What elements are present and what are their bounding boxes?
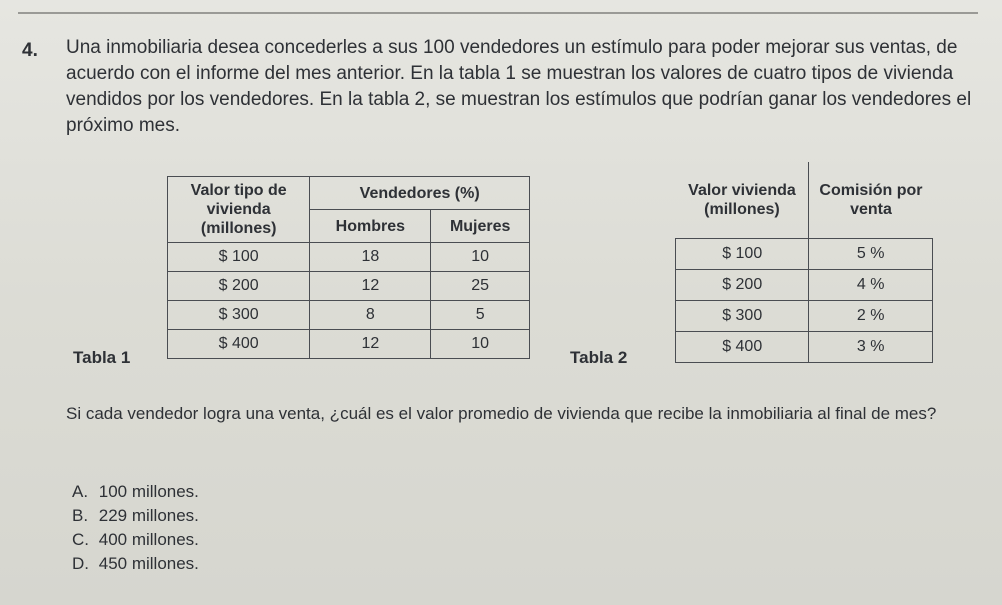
table-row (676, 301, 933, 332)
table2-cell-comision: 3 % (809, 332, 933, 363)
table-row (168, 330, 530, 359)
table-row (168, 272, 530, 301)
table1-cell-valor: $ 100 (168, 243, 310, 272)
option-b[interactable] (72, 504, 199, 528)
table-row (676, 270, 933, 301)
answer-options (72, 480, 199, 576)
option-letter: A. (72, 482, 89, 501)
table1-cell-hombres: 8 (310, 301, 431, 330)
question-prompt: Si cada vendedor logra una venta, ¿cuál es el valor promedio de vivienda que recibe la inmobiliaria al final de mes? (66, 404, 937, 423)
table-row (676, 239, 933, 270)
table1-header-valor: Valor tipo de vivienda (millones) (168, 177, 310, 243)
table2-cell-valor: $ 300 (676, 301, 809, 332)
question-number: 4. (22, 40, 38, 61)
table1-cell-mujeres: 25 (431, 272, 530, 301)
option-d[interactable] (72, 552, 199, 576)
option-letter: C. (72, 530, 89, 549)
option-c[interactable] (72, 528, 199, 552)
option-letter: B. (72, 506, 89, 525)
table1-cell-valor: $ 400 (168, 330, 310, 359)
option-text: 400 millones. (98, 530, 199, 549)
table1-cell-mujeres: 10 (431, 243, 530, 272)
table-1 (167, 176, 530, 359)
table2-cell-comision: 2 % (809, 301, 933, 332)
table-row (168, 243, 530, 272)
table1-cell-mujeres: 5 (431, 301, 530, 330)
table1-caption: Tabla 1 (73, 348, 131, 367)
table1-cell-valor: $ 200 (168, 272, 310, 301)
option-a[interactable] (72, 480, 199, 504)
table2-cell-comision: 4 % (809, 270, 933, 301)
table2-caption: Tabla 2 (570, 348, 628, 367)
table2-header-valor: Valor vivienda (millones) (676, 162, 809, 239)
table1-cell-valor: $ 300 (168, 301, 310, 330)
option-text: 229 millones. (98, 506, 199, 525)
table-row (676, 332, 933, 363)
table2-cell-comision: 5 % (809, 239, 933, 270)
option-text: 100 millones. (98, 482, 199, 501)
table2-cell-valor: $ 100 (676, 239, 809, 270)
question-paragraph: Una inmobiliaria desea concederles a sus 100 vendedores un estímulo para poder mejorar sus ventas, de acuerdo con el informe del mes anterior. En la tabla 1 se muestran los valores de cuatro tipos de vivienda vendidos por los vendedores. En la tabla 2, se muestran los estímulos que podrían ganar los vendedores el próximo mes. (66, 37, 972, 136)
table-2 (675, 162, 933, 363)
table1-cell-mujeres: 10 (431, 330, 530, 359)
table-row (168, 301, 530, 330)
table1-cell-hombres: 18 (310, 243, 431, 272)
table1-cell-hombres: 12 (310, 330, 431, 359)
table2-header-comision: Comisión por venta (809, 162, 933, 239)
option-text: 450 millones. (98, 554, 199, 573)
table2-cell-valor: $ 400 (676, 332, 809, 363)
option-letter: D. (72, 554, 89, 573)
table1-header-vendedores: Vendedores (%) (310, 177, 530, 210)
top-rule (18, 12, 978, 14)
table1-header-mujeres: Mujeres (431, 210, 530, 243)
table1-header-hombres: Hombres (310, 210, 431, 243)
table1-cell-hombres: 12 (310, 272, 431, 301)
table2-cell-valor: $ 200 (676, 270, 809, 301)
